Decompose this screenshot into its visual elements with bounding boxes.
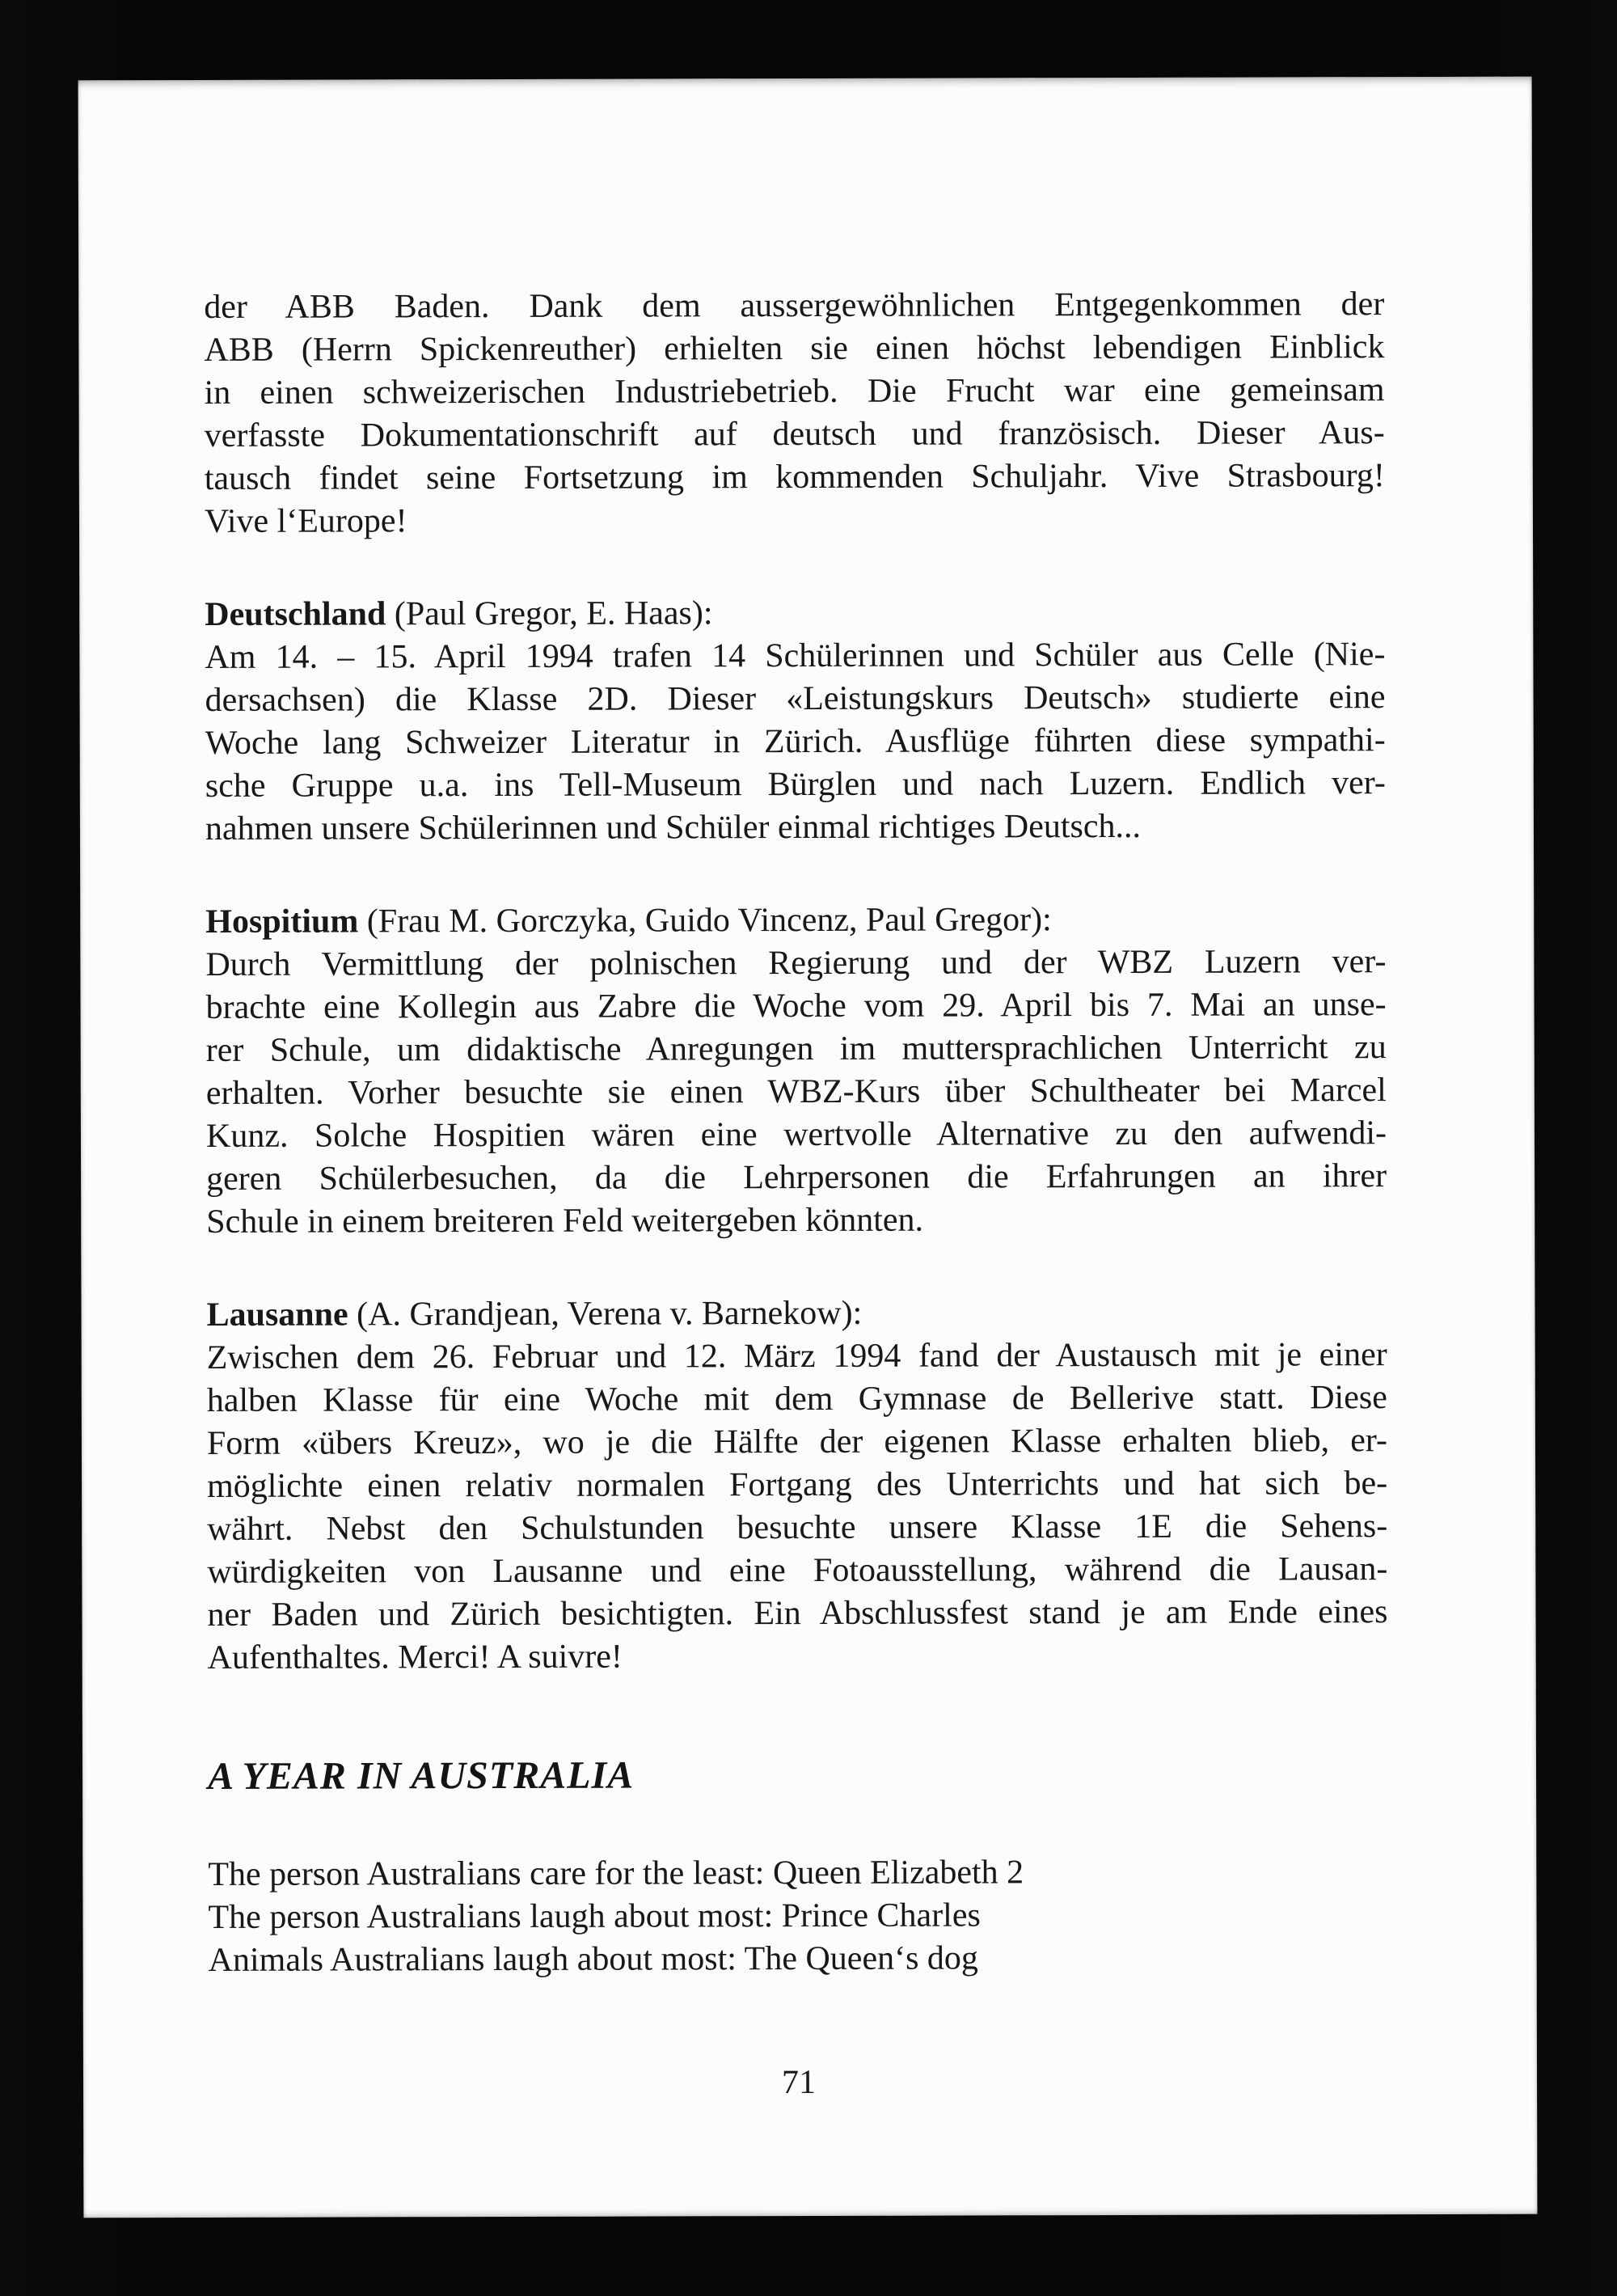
text-line: Durch Vermittlung der polnischen Regierung und der WBZ Luzern ver- <box>205 943 1387 983</box>
text-line: würdigkeiten von Lausanne und eine Fotoausstellung, während die Lausan- <box>207 1550 1388 1591</box>
text-line: währt. Nebst den Schulstunden besuchte unsere Klasse 1E die Sehens- <box>207 1507 1388 1548</box>
section-hospitium <box>205 898 1387 1244</box>
text-line: tausch findet seine Fortsetzung im kommenden Schuljahr. Vive Strasbourg! <box>204 457 1385 497</box>
text-line: in einen schweizerischen Industriebetrieb. Die Frucht war eine gemeinsam <box>204 371 1385 412</box>
section-australia-list <box>208 1850 1388 1982</box>
text-line: Vive l‘Europe! <box>204 502 407 540</box>
text-line: Kunz. Solche Hospitien wären eine wertvolle Alternative zu den aufwendi- <box>205 1114 1387 1155</box>
page-number: 71 <box>781 2063 817 2102</box>
text-line: Animals Australians laugh about most: The Queen‘s dog <box>208 1939 978 1979</box>
text-line: Form «übers Kreuz», wo je die Hälfte der eigenen Klasse erhalten blieb, er- <box>206 1422 1388 1462</box>
section-heading-deutschland <box>205 590 1385 636</box>
section-authors: (Paul Gregor, E. Haas): <box>386 594 713 633</box>
section-heading-lausanne <box>206 1291 1387 1337</box>
page-text-block <box>78 77 1538 2107</box>
text-line: der ABB Baden. Dank dem aussergewöhnlichen Entgegenkommen der <box>204 285 1385 326</box>
text-line: halben Klasse für eine Woche mit dem Gymnase de Bellerive statt. Diese <box>206 1379 1387 1419</box>
section-title: Deutschland <box>205 595 386 633</box>
text-line: verfasste Dokumentationschrift auf deutsch und französisch. Dieser Aus- <box>204 414 1385 455</box>
section-heading-hospitium <box>205 898 1386 944</box>
paragraph-abb-baden <box>204 283 1385 543</box>
book-page <box>78 77 1538 2218</box>
section-authors: (Frau M. Gorczyka, Guido Vincenz, Paul Gregor): <box>358 901 1052 941</box>
text-line: Zwischen dem 26. Februar und 12. März 1994 fand der Austausch mit je einer <box>206 1336 1387 1376</box>
text-line: Woche lang Schweizer Literatur in Zürich. Ausflüge führten diese sympathi- <box>205 721 1386 762</box>
text-line: Aufenthaltes. Merci! A suivre! <box>207 1638 623 1677</box>
section-deutschland <box>205 590 1386 851</box>
text-line: ABB (Herrn Spickenreuther) erhielten sie einen höchst lebendigen Einblick <box>204 328 1385 369</box>
section-heading-australia: A YEAR IN AUSTRALIA <box>207 1753 635 1798</box>
text-line: Schule in einem breiteren Feld weitergeben könnten. <box>206 1201 924 1241</box>
text-line: sche Gruppe u.a. ins Tell-Museum Bürglen und nach Luzern. Endlich ver- <box>205 764 1386 805</box>
text-line: nahmen unsere Schülerinnen und Schüler einmal richtiges Deutsch... <box>205 807 1142 848</box>
text-line: The person Australians care for the least: Queen Elizabeth 2 <box>208 1854 1024 1893</box>
text-line: möglichte einen relativ normalen Fortgang des Unterrichts und hat sich be- <box>207 1465 1388 1505</box>
text-line: ner Baden und Zürich besichtigten. Ein Abschlussfest stand je am Ende eines <box>207 1593 1388 1634</box>
text-line: brachte eine Kollegin aus Zabre die Woche vom 29. April bis 7. Mai an unse- <box>205 986 1387 1026</box>
section-title: Hospitium <box>205 903 359 941</box>
text-line: Am 14. – 15. April 1994 trafen 14 Schülerinnen und Schüler aus Celle (Nie- <box>205 636 1386 676</box>
text-line: erhalten. Vorher besuchte sie einen WBZ-Kurs über Schultheater bei Marcel <box>205 1072 1387 1112</box>
section-lausanne <box>206 1291 1387 1680</box>
text-line: rer Schule, um didaktische Anregungen im muttersprachlichen Unterricht zu <box>205 1029 1387 1069</box>
text-line: geren Schülerbesuchen, da die Lehrpersonen die Erfahrungen an ihrer <box>206 1157 1387 1198</box>
section-authors: (A. Grandjean, Verena v. Barnekow): <box>348 1294 863 1334</box>
text-line: The person Australians laugh about most: Prince Charles <box>208 1896 981 1936</box>
text-line: dersachsen) die Klasse 2D. Dieser «Leistungskurs Deutsch» studierte eine <box>205 679 1386 719</box>
section-title: Lausanne <box>206 1296 348 1334</box>
